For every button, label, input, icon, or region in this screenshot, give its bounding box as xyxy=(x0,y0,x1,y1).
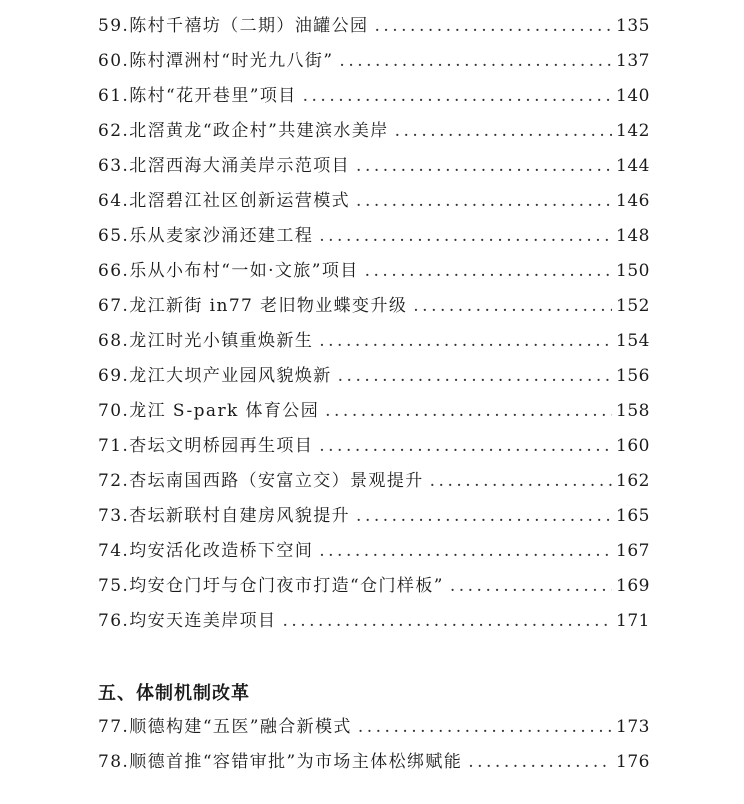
dot-leader xyxy=(413,289,612,324)
entry-title: 66.乐从小布村“一如·文旅”项目 xyxy=(98,261,359,281)
entry-title: 78.顺德首推“容错审批”为市场主体松绑赋能 xyxy=(98,752,463,772)
entry-title: 69.龙江大坝产业园风貌焕新 xyxy=(98,366,332,386)
entry-title: 74.均安活化改造桥下空间 xyxy=(98,541,314,561)
dot-leader xyxy=(358,710,612,745)
dot-leader xyxy=(356,184,612,219)
toc-entry[interactable] xyxy=(98,44,650,79)
dot-leader xyxy=(374,9,612,44)
entry-title: 75.均安仓门圩与仓门夜市打造“仓门样板” xyxy=(98,576,444,596)
entry-title: 63.北滘西海大涌美岸示范项目 xyxy=(98,156,351,176)
dot-leader xyxy=(282,604,612,639)
dot-leader xyxy=(319,324,612,359)
toc-entry[interactable] xyxy=(98,219,650,254)
toc-entry[interactable] xyxy=(98,429,650,464)
toc-entry[interactable] xyxy=(98,9,650,44)
dot-leader xyxy=(365,254,612,289)
toc-entry[interactable] xyxy=(98,534,650,569)
entry-page-number: 148 xyxy=(616,226,650,246)
entry-page-number: 162 xyxy=(616,471,650,491)
entry-page-number: 150 xyxy=(616,261,650,281)
dot-leader xyxy=(319,219,612,254)
entry-title: 65.乐从麦家沙涌还建工程 xyxy=(98,226,314,246)
dot-leader xyxy=(325,394,612,429)
toc-entry[interactable] xyxy=(98,79,650,114)
entry-page-number: 135 xyxy=(616,16,650,36)
entry-page-number: 165 xyxy=(616,506,650,526)
section-toc-list xyxy=(98,710,650,780)
entry-title: 67.龙江新街 in77 老旧物业蝶变升级 xyxy=(98,296,408,316)
entry-page-number: 176 xyxy=(616,752,650,772)
dot-leader xyxy=(356,149,612,184)
toc-entry[interactable] xyxy=(98,184,650,219)
entry-page-number: 152 xyxy=(616,296,650,316)
entry-title: 77.顺德构建“五医”融合新模式 xyxy=(98,717,352,737)
toc-entry[interactable] xyxy=(98,114,650,149)
entry-page-number: 137 xyxy=(616,51,650,71)
entry-page-number: 144 xyxy=(616,156,650,176)
dot-leader xyxy=(339,44,612,79)
toc-entry[interactable] xyxy=(98,324,650,359)
dot-leader xyxy=(395,114,612,149)
toc-entry[interactable] xyxy=(98,464,650,499)
entry-page-number: 160 xyxy=(616,436,650,456)
entry-title: 72.杏坛南国西路（安富立交）景观提升 xyxy=(98,471,424,491)
toc-list xyxy=(98,9,650,639)
entry-title: 73.杏坛新联村自建房风貌提升 xyxy=(98,506,351,526)
dot-leader xyxy=(450,569,612,604)
entry-title: 71.杏坛文明桥园再生项目 xyxy=(98,436,314,456)
entry-page-number: 156 xyxy=(616,366,650,386)
entry-page-number: 154 xyxy=(616,331,650,351)
entry-page-number: 167 xyxy=(616,541,650,561)
section-heading: 五、体制机制改革 xyxy=(98,683,250,704)
toc-entry[interactable] xyxy=(98,149,650,184)
entry-page-number: 142 xyxy=(616,121,650,141)
toc-entry[interactable] xyxy=(98,745,650,780)
dot-leader xyxy=(468,745,612,780)
entry-title: 70.龙江 S-park 体育公园 xyxy=(98,401,320,421)
entry-title: 64.北滘碧江社区创新运营模式 xyxy=(98,191,351,211)
entry-page-number: 171 xyxy=(616,611,650,631)
toc-entry[interactable] xyxy=(98,289,650,324)
entry-title: 60.陈村潭洲村“时光九八街” xyxy=(98,51,334,71)
toc-entry[interactable] xyxy=(98,254,650,289)
toc-entry[interactable] xyxy=(98,394,650,429)
dot-leader xyxy=(430,464,612,499)
entry-title: 62.北滘黄龙“政企村”共建滨水美岸 xyxy=(98,121,389,141)
entry-page-number: 140 xyxy=(616,86,650,106)
entry-page-number: 146 xyxy=(616,191,650,211)
dot-leader xyxy=(319,429,612,464)
entry-title: 68.龙江时光小镇重焕新生 xyxy=(98,331,314,351)
entry-title: 61.陈村“花开巷里”项目 xyxy=(98,86,297,106)
toc-entry[interactable] xyxy=(98,359,650,394)
entry-title: 76.均安天连美岸项目 xyxy=(98,611,277,631)
dot-leader xyxy=(319,534,612,569)
toc-entry[interactable] xyxy=(98,710,650,745)
dot-leader xyxy=(338,359,612,394)
toc-entry[interactable] xyxy=(98,499,650,534)
entry-page-number: 173 xyxy=(616,717,650,737)
dot-leader xyxy=(356,499,612,534)
dot-leader xyxy=(303,79,612,114)
entry-title: 59.陈村千禧坊（二期）油罐公园 xyxy=(98,16,369,36)
toc-entry[interactable] xyxy=(98,569,650,604)
entry-page-number: 169 xyxy=(616,576,650,596)
entry-page-number: 158 xyxy=(616,401,650,421)
toc-entry[interactable] xyxy=(98,604,650,639)
